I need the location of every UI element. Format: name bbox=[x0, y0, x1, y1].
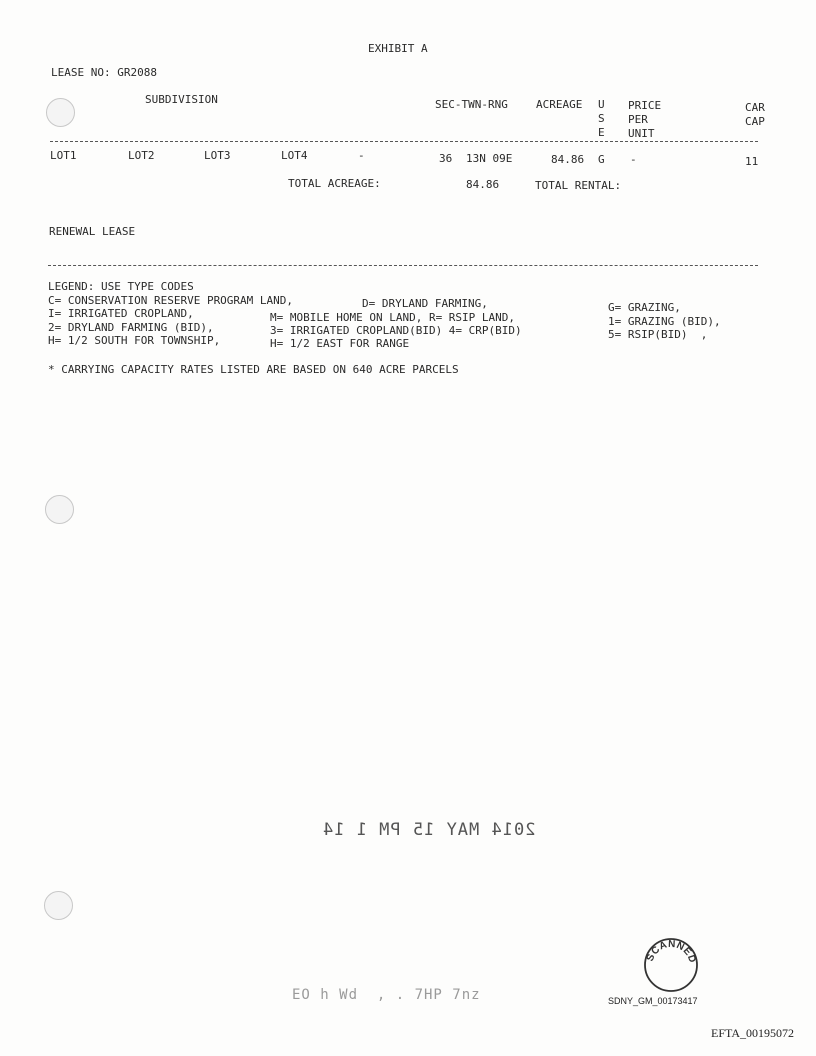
legend-line-1-b: D= DRYLAND FARMING, bbox=[362, 297, 488, 310]
punch-hole-middle bbox=[45, 495, 74, 524]
legend-line-1-a: C= CONSERVATION RESERVE PROGRAM LAND, bbox=[48, 294, 294, 307]
exhibit-title: EXHIBIT A bbox=[368, 42, 428, 55]
row-sec: 36 bbox=[439, 152, 453, 165]
header-acreage: ACREAGE bbox=[536, 98, 583, 111]
header-per: PER bbox=[628, 113, 648, 126]
legend-line-2-c: 1= GRAZING (BID), bbox=[608, 315, 721, 328]
total-acreage-label: TOTAL ACREAGE: bbox=[288, 177, 381, 190]
row-use: G bbox=[598, 153, 605, 166]
row-dash: - bbox=[358, 149, 365, 162]
lot-4: LOT4 bbox=[281, 149, 308, 162]
svg-text:SCANNED bbox=[645, 939, 698, 965]
received-date-stamp: 2014 MAY 15 PM 1 14 bbox=[322, 820, 536, 840]
carrying-capacity-note: * CARRYING CAPACITY RATES LISTED ARE BASED ON 640 ACRE PARCELS bbox=[48, 363, 459, 376]
punch-hole-bottom bbox=[44, 891, 73, 920]
legend-line-2-a: I= IRRIGATED CROPLAND, bbox=[48, 307, 194, 320]
lot-1: LOT1 bbox=[50, 149, 77, 162]
legend-line-3-a: 2= DRYLAND FARMING (BID), bbox=[48, 321, 214, 334]
lease-number: LEASE NO: GR2088 bbox=[51, 66, 157, 79]
row-acreage: 84.86 bbox=[551, 153, 585, 166]
renewal-lease: RENEWAL LEASE bbox=[49, 225, 136, 238]
scanned-seal-icon bbox=[642, 936, 700, 994]
legend-line-2-b: M= MOBILE HOME ON LAND, R= RSIP LAND, bbox=[270, 311, 516, 324]
legend-line-3-c: 5= RSIP(BID) , bbox=[608, 328, 708, 341]
legend-line-4-b: H= 1/2 EAST FOR RANGE bbox=[270, 337, 410, 350]
seal-text: SCANNED bbox=[644, 938, 698, 965]
row-twn-rng: 13N 09E bbox=[466, 152, 513, 165]
lot-2: LOT2 bbox=[128, 149, 155, 162]
header-cap: CAP bbox=[745, 115, 765, 128]
row-price: - bbox=[630, 153, 637, 166]
section-divider bbox=[48, 265, 758, 266]
lot-3: LOT3 bbox=[204, 149, 231, 162]
legend-line-4-a: H= 1/2 SOUTH FOR TOWNSHIP, bbox=[48, 334, 221, 347]
header-unit: UNIT bbox=[628, 127, 655, 140]
faded-date-stamp: EO h Wd , . 7HP 7nz bbox=[292, 987, 481, 1003]
header-use-u: U bbox=[598, 98, 605, 111]
header-car: CAR bbox=[745, 101, 765, 114]
legend-line-1-c: G= GRAZING, bbox=[608, 301, 681, 314]
header-sec-twn-rng: SEC-TWN-RNG bbox=[435, 98, 508, 111]
header-price: PRICE bbox=[628, 99, 662, 112]
header-use-s: S bbox=[598, 112, 605, 125]
punch-hole-top bbox=[46, 98, 75, 127]
header-subdivision: SUBDIVISION bbox=[145, 93, 218, 106]
header-use-e: E bbox=[598, 126, 605, 139]
total-acreage-value: 84.86 bbox=[466, 178, 500, 191]
row-car: 11 bbox=[745, 155, 759, 168]
total-rental-label: TOTAL RENTAL: bbox=[535, 179, 622, 192]
legend-title: LEGEND: USE TYPE CODES bbox=[48, 280, 194, 293]
header-divider bbox=[50, 141, 758, 142]
bates-number: SDNY_GM_00173417 bbox=[608, 996, 698, 1006]
legend-line-3-b: 3= IRRIGATED CROPLAND(BID) 4= CRP(BID) bbox=[270, 324, 522, 337]
efta-number: EFTA_00195072 bbox=[711, 1026, 795, 1040]
